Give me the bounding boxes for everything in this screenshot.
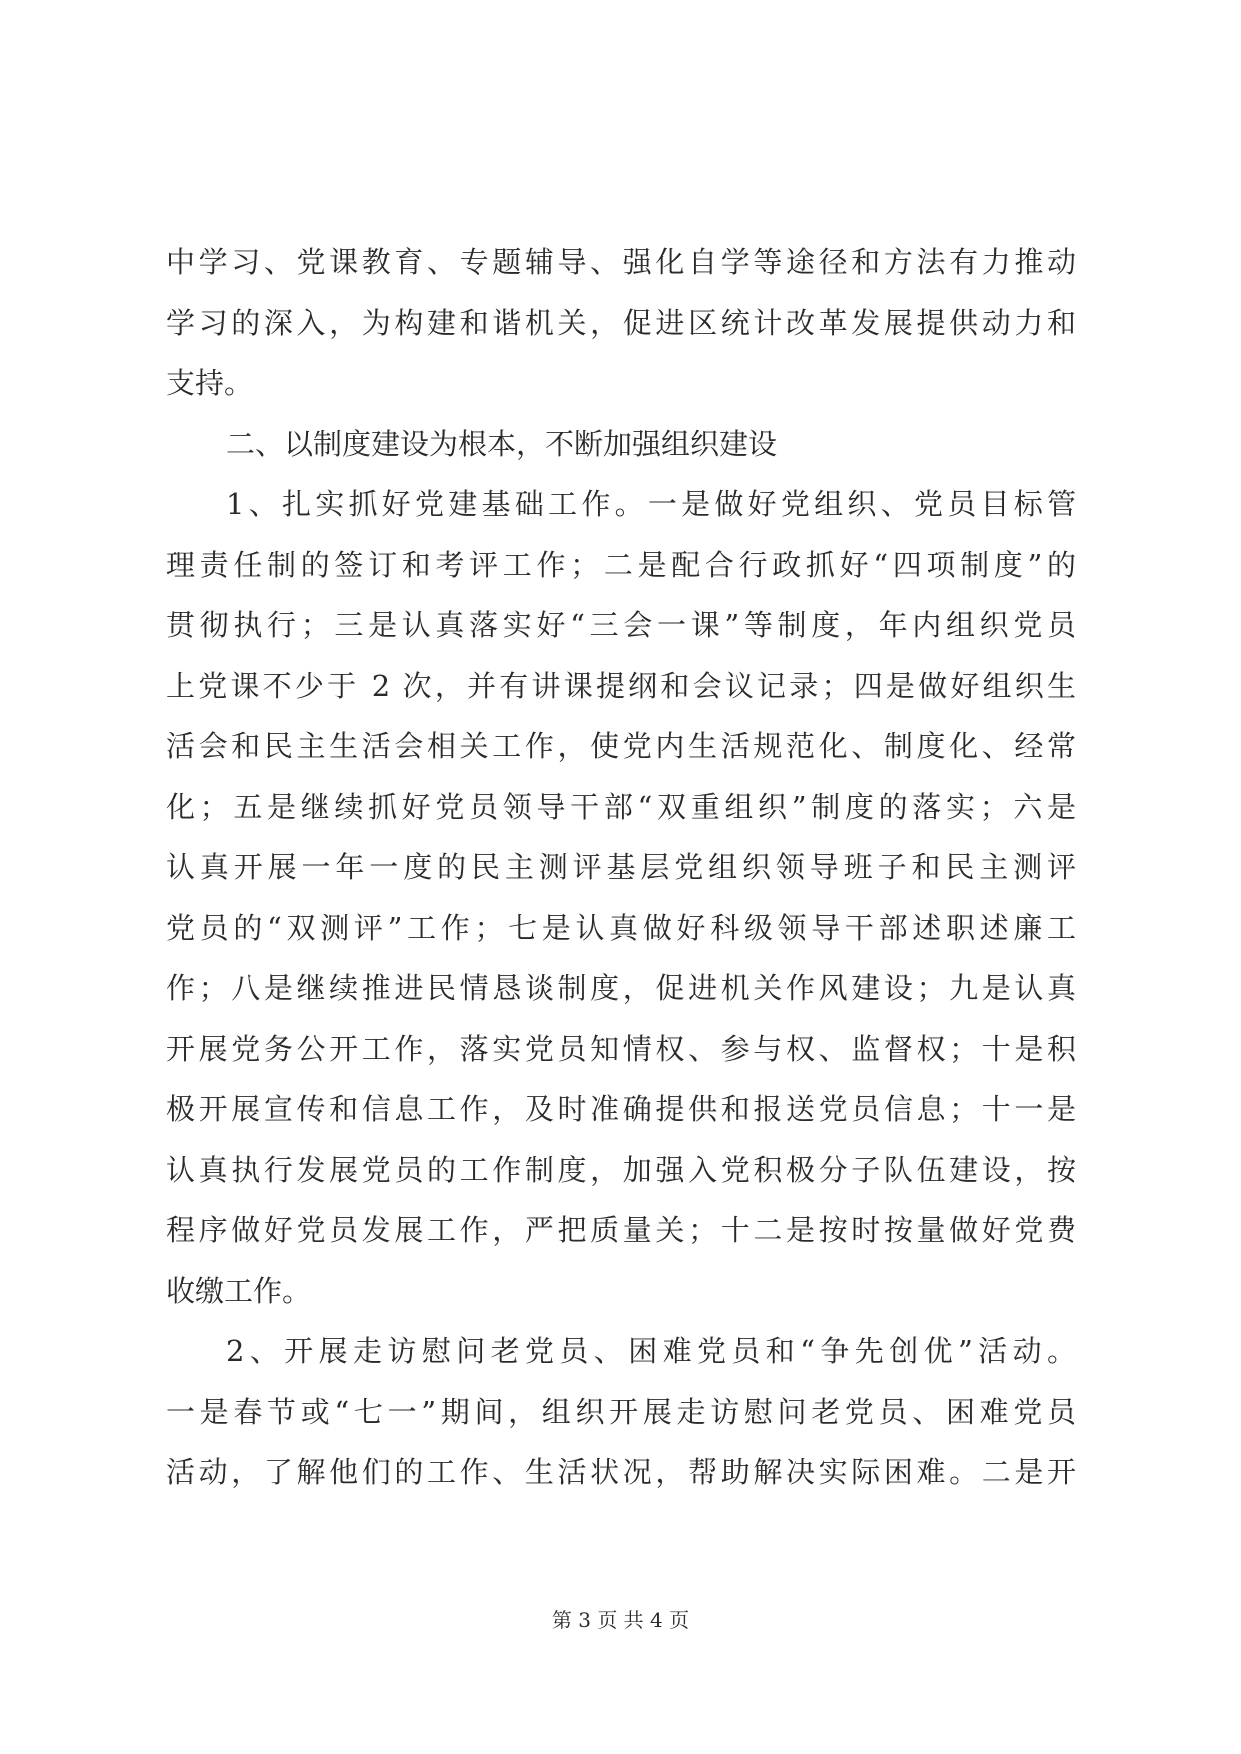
text-line: 一是春节或“七一”期间，组织开展走访慰问老党员、困难党员 <box>166 1394 1076 1429</box>
text-line: 党员的“双测评”工作；七是认真做好科级领导干部述职述廉工 <box>166 910 1076 945</box>
text-line: 程序做好党员发展工作，严把质量关；十二是按时按量做好党费 <box>166 1213 1076 1247</box>
text-line: 二、以制度建设为根本，不断加强组织建设 <box>226 426 778 461</box>
text-line: 学习的深入，为构建和谐机关，促进区统计改革发展提供动力和 <box>166 305 1076 340</box>
text-line: 开展党务公开工作，落实党员知情权、参与权、监督权；十是积 <box>166 1031 1076 1066</box>
text-line: 认真开展一年一度的民主测评基层党组织领导班子和民主测评 <box>166 850 1076 884</box>
text-line: 活会和民主生活会相关工作，使党内生活规范化、制度化、经常 <box>166 729 1076 763</box>
text-line: 贯彻执行；三是认真落实好“三会一课”等制度，年内组织党员 <box>166 608 1076 642</box>
text-line: 理责任制的签订和考评工作；二是配合行政抓好“四项制度”的 <box>166 547 1076 582</box>
text-line: 认真执行发展党员的工作制度，加强入党积极分子队伍建设，按 <box>166 1152 1076 1187</box>
text-line: 收缴工作。 <box>166 1273 312 1308</box>
document-body <box>166 232 1076 1503</box>
text-line: 1、扎实抓好党建基础工作。一是做好党组织、党员目标管 <box>226 487 1076 521</box>
text-line: 化；五是继续抓好党员领导干部“双重组织”制度的落实；六是 <box>166 789 1076 824</box>
text-line: 极开展宣传和信息工作，及时准确提供和报送党员信息；十一是 <box>166 1092 1076 1126</box>
text-line: 活动，了解他们的工作、生活状况，帮助解决实际困难。二是开 <box>166 1455 1076 1489</box>
text-line: 上党课不少于 2 次，并有讲课提纲和会议记录；四是做好组织生 <box>166 668 1076 703</box>
page-footer: 第 3 页 共 4 页 <box>551 1608 690 1632</box>
text-line: 支持。 <box>166 366 254 400</box>
text-line: 中学习、党课教育、专题辅导、强化自学等途径和方法有力推动 <box>166 245 1076 279</box>
text-line: 作；八是继续推进民情恳谈制度，促进机关作风建设；九是认真 <box>166 971 1076 1005</box>
text-line: 2、开展走访慰问老党员、困难党员和“争先创优”活动。 <box>226 1334 1076 1368</box>
